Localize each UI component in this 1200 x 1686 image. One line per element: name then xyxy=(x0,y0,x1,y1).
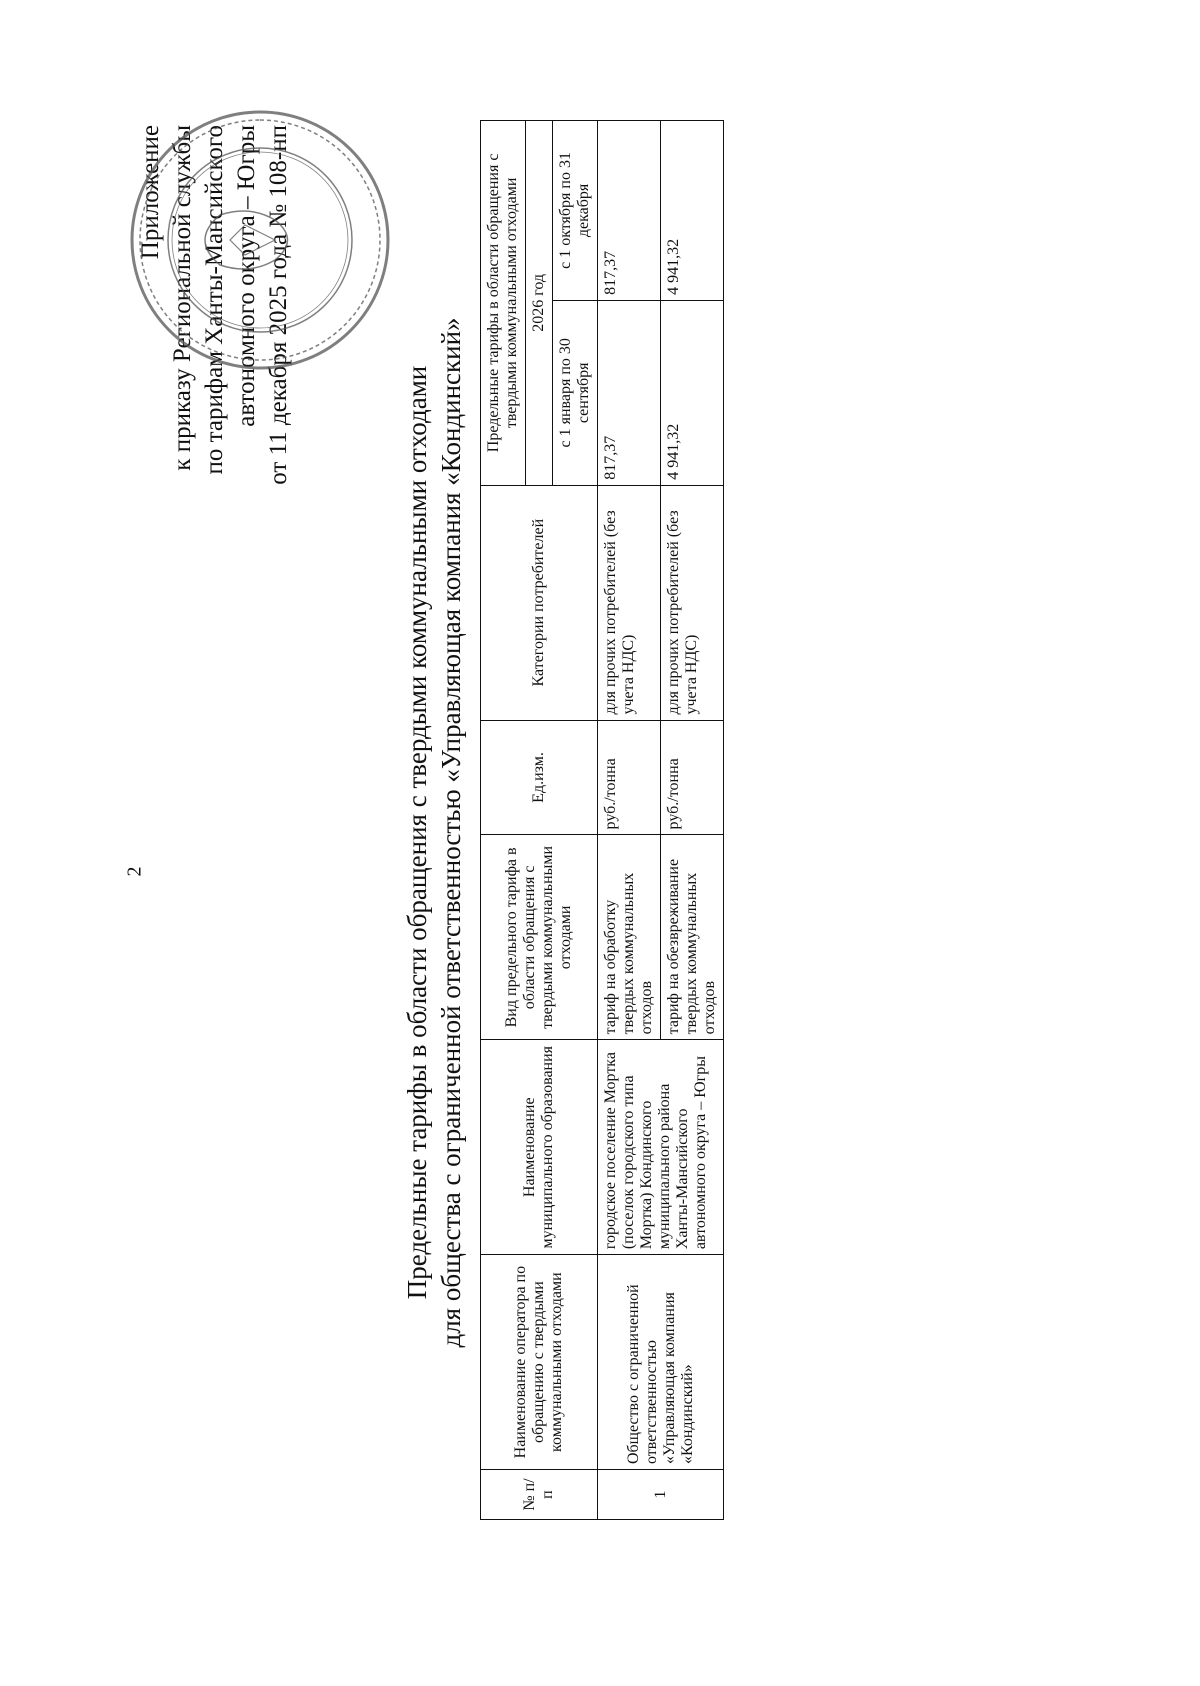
row-tariff-type-2: тариф на обезвреживание твердых коммунальных отходов xyxy=(661,835,724,1040)
appendix-line-2: к приказу Региональной службы xyxy=(169,125,196,471)
page-number: 2 xyxy=(123,866,146,877)
appendix-line-1: Приложение xyxy=(137,125,164,260)
row-tariff-type-1: тариф на обработку твердых коммунальных отходов xyxy=(598,835,661,1040)
row-municipality: городское поселение Мортка (поселок городского типа Мортка) Кондинского муниципального района Ханты-Мансийского автономного округа – Югры xyxy=(598,1040,724,1255)
row-period2-value-2: 4 941,32 xyxy=(661,121,724,301)
header-year: 2026 год xyxy=(526,121,553,486)
header-unit: Ед.изм. xyxy=(481,720,598,835)
row-operator: Общество с ограниченной ответственностью «Управляющая компания «Кондинский» xyxy=(598,1255,724,1470)
table-row xyxy=(598,121,661,1520)
appendix-line-3: по тарифам Ханты-Мансийского xyxy=(201,125,228,475)
title-line-1: Предельные тарифы в области обращения с твердыми коммунальными отходами xyxy=(402,365,432,1300)
row-num: 1 xyxy=(598,1470,724,1520)
row-period2-value-1: 817,37 xyxy=(598,121,661,301)
row-category-1: для прочих потребителей (без учета НДС) xyxy=(598,485,661,720)
official-seal xyxy=(125,105,395,375)
header-period-1: с 1 января по 30 сентября xyxy=(553,300,598,485)
row-unit-1: руб./тонна xyxy=(598,720,661,835)
appendix-line-5: от 11 декабря 2025 года № 108-нп xyxy=(265,125,292,485)
header-num: № п/п xyxy=(481,1470,598,1520)
row-period1-value-2: 4 941,32 xyxy=(661,300,724,485)
row-period1-value-1: 817,37 xyxy=(598,300,661,485)
header-tariff-type: Вид предельного тарифа в области обращения с твердыми коммунальными отходами xyxy=(481,835,598,1040)
tariffs-table xyxy=(480,120,724,1520)
header-category: Категории потребителей xyxy=(481,485,598,720)
row-category-2: для прочих потребителей (без учета НДС) xyxy=(661,485,724,720)
rotated-page-content xyxy=(135,115,835,1550)
header-limits: Предельные тарифы в области обращения с твердыми коммунальными отходами xyxy=(481,121,526,486)
header-operator: Наименование оператора по обращению с твердыми коммунальными отходами xyxy=(481,1255,598,1470)
title-line-2: для общества с ограниченной ответственностью «Управляющая компания «Кондинский» xyxy=(436,317,466,1348)
appendix-line-4: автономного округа – Югры xyxy=(233,125,260,427)
document-title xyxy=(400,115,468,1550)
table-header-row xyxy=(481,121,526,1520)
header-municipality: Наименование муниципального образования xyxy=(481,1040,598,1255)
header-period-2: с 1 октября по 31 декабря xyxy=(553,121,598,301)
row-unit-2: руб./тонна xyxy=(661,720,724,835)
